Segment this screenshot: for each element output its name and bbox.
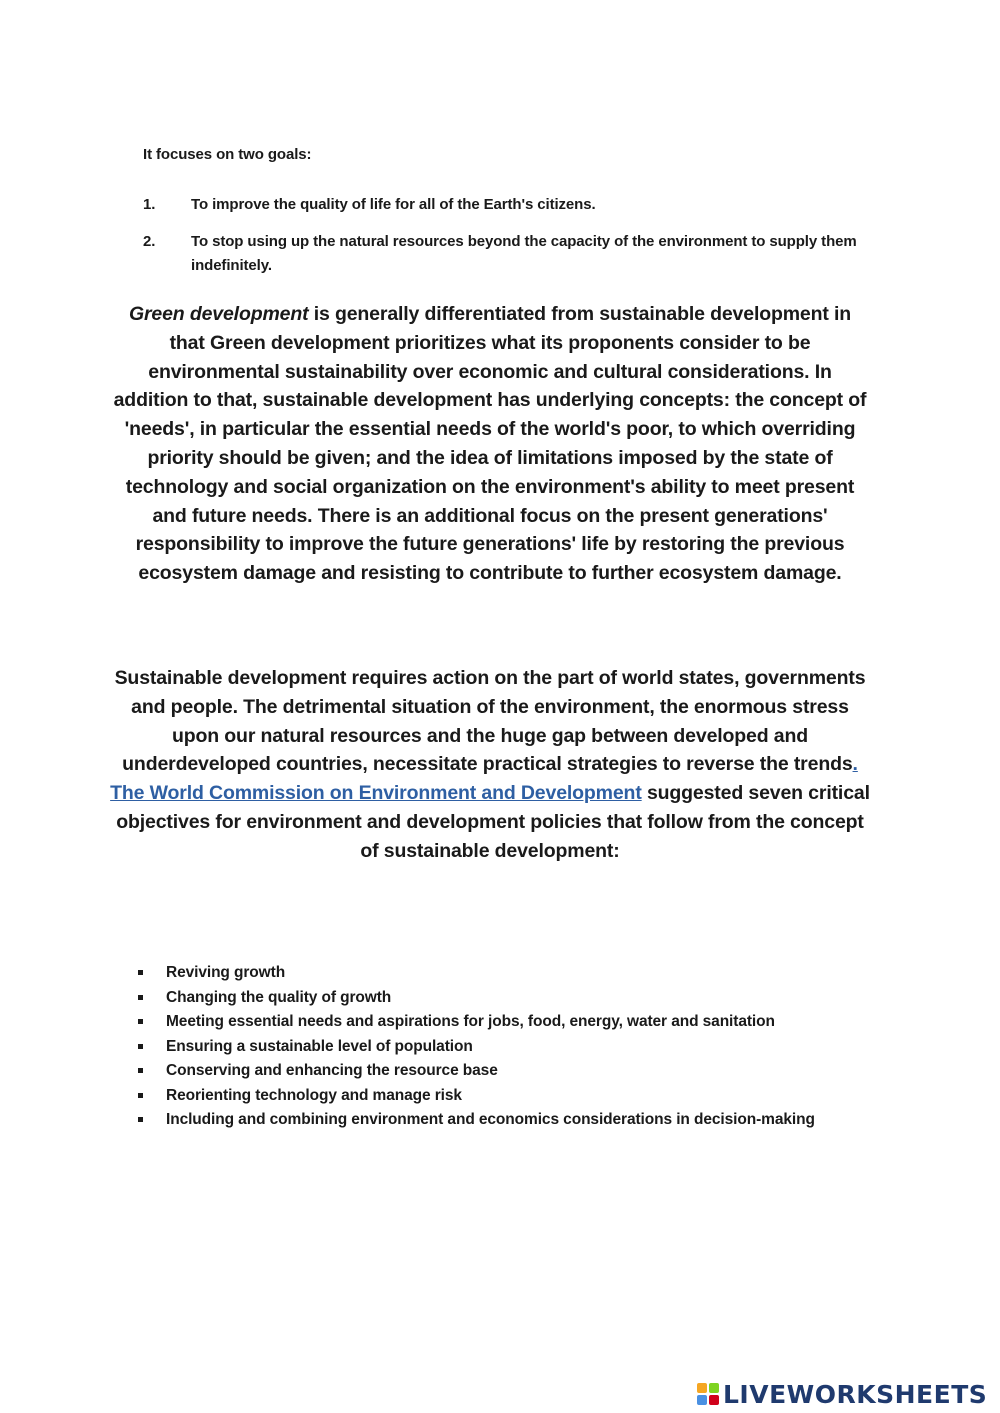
goal-item	[143, 193, 863, 217]
logo-tile	[697, 1395, 707, 1405]
sustainable-development-paragraph	[110, 664, 870, 866]
square-bullet-icon	[136, 1010, 166, 1035]
list-item	[136, 1108, 836, 1133]
goal-text: To improve the quality of life for all of the Earth's citizens.	[191, 196, 596, 213]
objectives-list	[136, 961, 836, 1133]
logo-tile	[709, 1395, 719, 1405]
paragraph1-body: is generally differentiated from sustainable development in that Green development prioritizes what its proponents consider to be environmental sustainability over economic and cultural considerations. In addition to that, sustainable development has underlying concepts: the concept of 'needs', in particular the essential needs of the world's poor, to which overriding priority should be given; and the idea of limitations imposed by the state of technology and social organization on the environment's ability to meet present and future needs. There is an additional focus on the present generations' responsibility to improve the future generations' life by restoring the previous ecosystem damage and resisting to contribute to further ecosystem damage.	[113, 303, 867, 585]
square-bullet-icon	[136, 986, 166, 1011]
objective-text: Meeting essential needs and aspirations for jobs, food, energy, water and sanitation	[166, 1013, 775, 1030]
objective-text: Changing the quality of growth	[166, 988, 392, 1006]
objective-text: Reorienting technology and manage risk	[166, 1086, 462, 1104]
goals-list	[143, 193, 863, 291]
square-bullet-icon	[136, 1059, 166, 1084]
logo-tile	[709, 1383, 719, 1393]
paragraph2-body-start: Sustainable development requires action on the part of world states, governments and people. The detrimental situation of the environment, the enormous stress upon our natural resources and the huge gap between developed and underdeveloped countries, necessitate practical strategies to reverse the trends	[114, 667, 866, 776]
list-item	[136, 961, 836, 986]
objective-text: Including and combining environment and economics considerations in decision-making	[166, 1111, 815, 1128]
list-item	[136, 1059, 836, 1084]
objective-text: Ensuring a sustainable level of population	[166, 1037, 473, 1055]
liveworksheets-logo[interactable]	[697, 1378, 987, 1410]
square-bullet-icon	[136, 1084, 166, 1109]
square-bullet-icon	[136, 1035, 166, 1060]
goal-number: 1.	[143, 196, 156, 213]
square-bullet-icon	[136, 1108, 166, 1133]
liveworksheets-logo-icon	[697, 1383, 719, 1405]
goal-text: To stop using up the natural resources beyond the capacity of the environment to supply them indefinitely.	[191, 233, 857, 274]
list-item	[136, 986, 836, 1011]
wced-link[interactable]: . The World Commission on Environment and Development	[110, 753, 858, 805]
green-development-paragraph	[110, 300, 870, 588]
green-development-term: Green development	[128, 303, 309, 325]
objective-text: Reviving growth	[166, 964, 286, 981]
list-item	[136, 1010, 836, 1035]
list-item	[136, 1035, 836, 1060]
paragraph2-body-end: suggested seven critical objectives for environment and development policies that follow from the concept of sustainable development:	[116, 782, 870, 862]
square-bullet-icon	[136, 961, 166, 986]
list-item	[136, 1084, 836, 1109]
intro-heading: It focuses on two goals:	[143, 146, 312, 163]
objective-text: Conserving and enhancing the resource base	[166, 1062, 498, 1079]
liveworksheets-logo-text: LIVEWORKSHEETS	[723, 1379, 988, 1409]
goal-number: 2.	[143, 233, 156, 250]
goal-item	[143, 230, 863, 278]
logo-tile	[697, 1383, 707, 1393]
